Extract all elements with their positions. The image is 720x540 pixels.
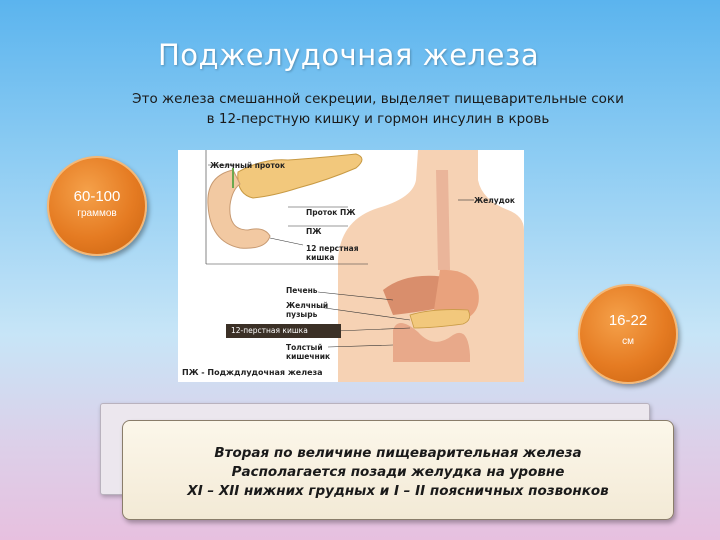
label-pancreatic-duct: Проток ПЖ — [306, 208, 356, 217]
length-unit: см — [622, 336, 634, 347]
length-badge — [578, 284, 678, 384]
esophagus — [436, 170, 450, 270]
label-pancreas: ПЖ — [306, 227, 322, 236]
label-liver: Печень — [286, 286, 318, 295]
weight-unit: граммов — [77, 208, 117, 219]
slide-title: Поджелудочная железа — [158, 38, 540, 72]
label-gallbladder-line-1: Желчный — [286, 301, 329, 310]
subtitle-line-1: Это железа смешанной секреции, выделяет пищеварительные соки — [132, 91, 624, 107]
length-value: 16-22 — [608, 312, 648, 329]
weight-value: 60-100 — [73, 188, 121, 205]
label-duodenum-tag: 12-перстная кишка — [226, 324, 341, 338]
anatomy-figure — [178, 150, 524, 382]
label-gallbladder-line-2: пузырь — [286, 310, 318, 319]
info-box — [122, 420, 674, 520]
weight-badge — [47, 156, 147, 256]
label-colon-line-1: Толстый — [286, 343, 323, 352]
subtitle — [98, 89, 658, 129]
info-line-2: Располагается позади желудка на уровне — [231, 464, 565, 480]
subtitle-line-2: в 12-перстную кишку и гормон инсулин в кровь — [206, 111, 550, 127]
label-duodenum-line-1: 12 перстная — [306, 244, 359, 253]
label-duodenum-line-2: кишка — [306, 253, 335, 262]
info-line-1: Вторая по величине пищеварительная железа — [214, 445, 582, 461]
label-gallbladder-duct: Желчный проток — [210, 161, 286, 170]
anatomy-illustration — [178, 150, 524, 382]
label-colon-line-2: кишечник — [286, 352, 331, 361]
figure-caption: ПЖ - Подждлудочная железа — [182, 368, 323, 377]
info-line-3: XI – XII нижних грудных и I – II поясничных позвонков — [187, 483, 609, 499]
label-stomach: Желудок — [474, 196, 515, 205]
